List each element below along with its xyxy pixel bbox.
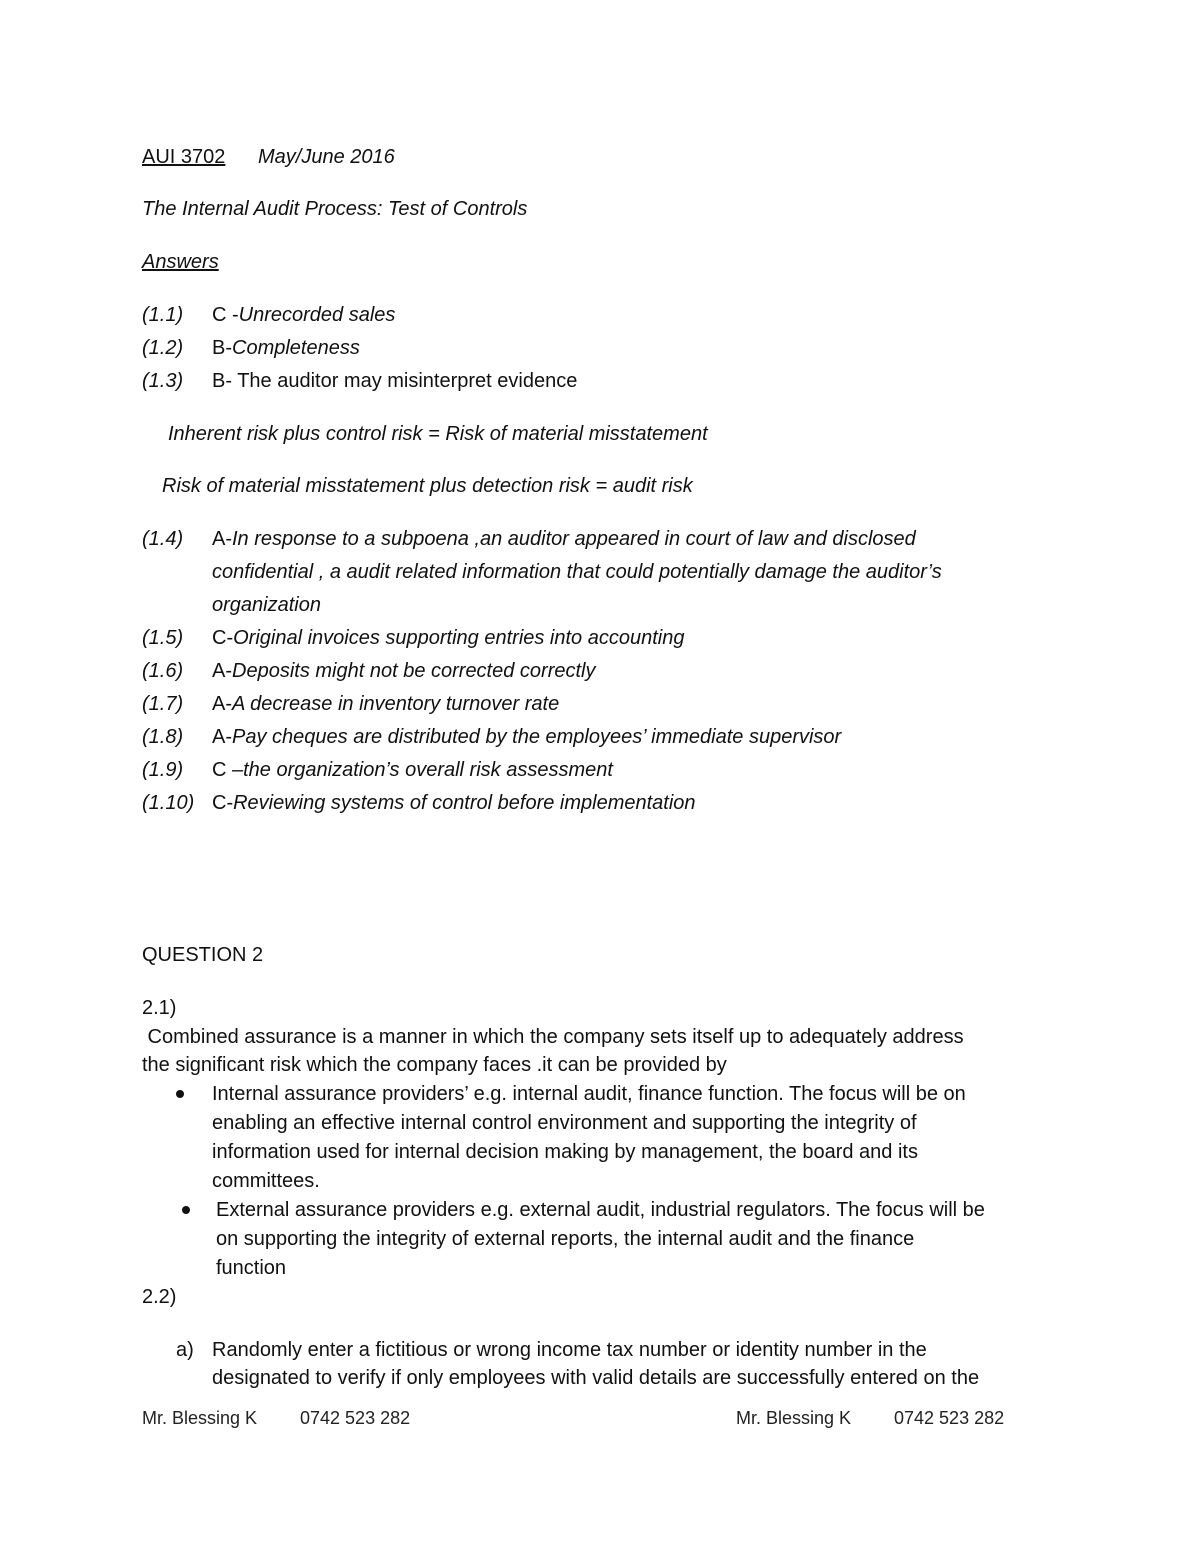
answer-body: Pay cheques are distributed by the employees’ immediate supervisor	[232, 726, 842, 748]
answer-text	[212, 336, 360, 360]
answer-body: Unrecorded sales	[238, 304, 396, 326]
footer-left-phone: 0742 523 282	[300, 1408, 411, 1428]
footer-right-phone: 0742 523 282	[894, 1408, 1005, 1428]
answer-text	[212, 303, 395, 327]
answer-letter: B-	[212, 337, 232, 359]
answer-text	[212, 527, 916, 551]
answer-letter: C-	[212, 792, 234, 814]
answer-letter: A-	[212, 528, 232, 550]
answer-number: (1.2)	[142, 337, 184, 359]
answer-number: (1.4)	[142, 528, 184, 550]
bullet-line: enabling an effective internal control environment and supporting the integrity of	[212, 1112, 917, 1134]
answer-continuation: confidential , a audit related information that could potentially damage the auditor’s	[212, 561, 942, 583]
answer-letter: C –	[212, 759, 244, 781]
item-a-line: designated to verify if only employees with valid details are successfully entered on the	[212, 1367, 980, 1389]
subquestion-2-1-label: 2.1)	[142, 997, 177, 1019]
answer-body: A decrease in inventory turnover rate	[232, 693, 560, 715]
question-2-heading: QUESTION 2	[142, 944, 264, 966]
bullet-line: committees.	[212, 1170, 320, 1192]
answer-text	[212, 692, 559, 716]
bullet-line: External assurance providers e.g. external audit, industrial regulators. The focus will be	[216, 1199, 985, 1221]
formula-line: Risk of material misstatement plus detection risk = audit risk	[162, 475, 693, 497]
answer-text	[212, 626, 684, 650]
answer-number: (1.9)	[142, 759, 184, 781]
paragraph-line: Combined assurance is a manner in which the company sets itself up to adequately address	[142, 1026, 964, 1048]
answer-body: Reviewing systems of control before implementation	[233, 792, 696, 814]
answer-letter: B- The auditor may misinterpret evidence	[212, 370, 578, 392]
bullet-line: function	[216, 1257, 287, 1279]
subquestion-2-2-label: 2.2)	[142, 1286, 177, 1308]
bullet-icon	[176, 1090, 184, 1098]
answer-text	[212, 369, 577, 393]
answer-text	[212, 791, 696, 815]
answer-number: (1.1)	[142, 304, 184, 326]
answer-text	[212, 758, 613, 782]
answer-body: Completeness	[232, 337, 360, 359]
answer-number: (1.5)	[142, 627, 184, 649]
answer-text	[212, 725, 841, 749]
answer-body: In response to a subpoena ,an auditor appeared in court of law and disclosed	[232, 528, 916, 550]
answer-number: (1.3)	[142, 370, 184, 392]
answer-number: (1.6)	[142, 660, 184, 682]
footer-left-name: Mr. Blessing K	[142, 1408, 258, 1428]
answer-letter: C -	[212, 304, 239, 326]
answer-letter: A-	[212, 660, 232, 682]
answer-number: (1.8)	[142, 726, 184, 748]
exam-session: May/June 2016	[258, 146, 395, 168]
answer-body: Deposits might not be corrected correctly	[232, 660, 596, 682]
bullet-line: Internal assurance providers’ e.g. internal audit, finance function. The focus will be on	[212, 1083, 966, 1105]
answer-body: the organization’s overall risk assessment	[243, 759, 613, 781]
answer-number: (1.10)	[142, 792, 195, 814]
answer-continuation: organization	[212, 594, 321, 616]
document-title: The Internal Audit Process: Test of Controls	[142, 198, 528, 220]
answer-letter: A-	[212, 726, 232, 748]
answers-heading: Answers	[142, 251, 219, 273]
answer-letter: C-	[212, 627, 234, 649]
course-code: AUI 3702	[142, 146, 226, 168]
footer-right-name: Mr. Blessing K	[736, 1408, 852, 1428]
answer-number: (1.7)	[142, 693, 184, 715]
item-a-label: a)	[176, 1339, 194, 1361]
bullet-line: information used for internal decision making by management, the board and its	[212, 1141, 918, 1163]
formula-line: Inherent risk plus control risk = Risk of material misstatement	[168, 423, 708, 445]
answer-letter: A-	[212, 693, 232, 715]
bullet-icon	[182, 1206, 190, 1214]
answer-text	[212, 659, 596, 683]
item-a-line: Randomly enter a fictitious or wrong income tax number or identity number in the	[212, 1339, 927, 1361]
paragraph-line: the significant risk which the company faces .it can be provided by	[142, 1054, 727, 1076]
bullet-line: on supporting the integrity of external reports, the internal audit and the finance	[216, 1228, 915, 1250]
answer-body: Original invoices supporting entries into accounting	[233, 627, 685, 649]
